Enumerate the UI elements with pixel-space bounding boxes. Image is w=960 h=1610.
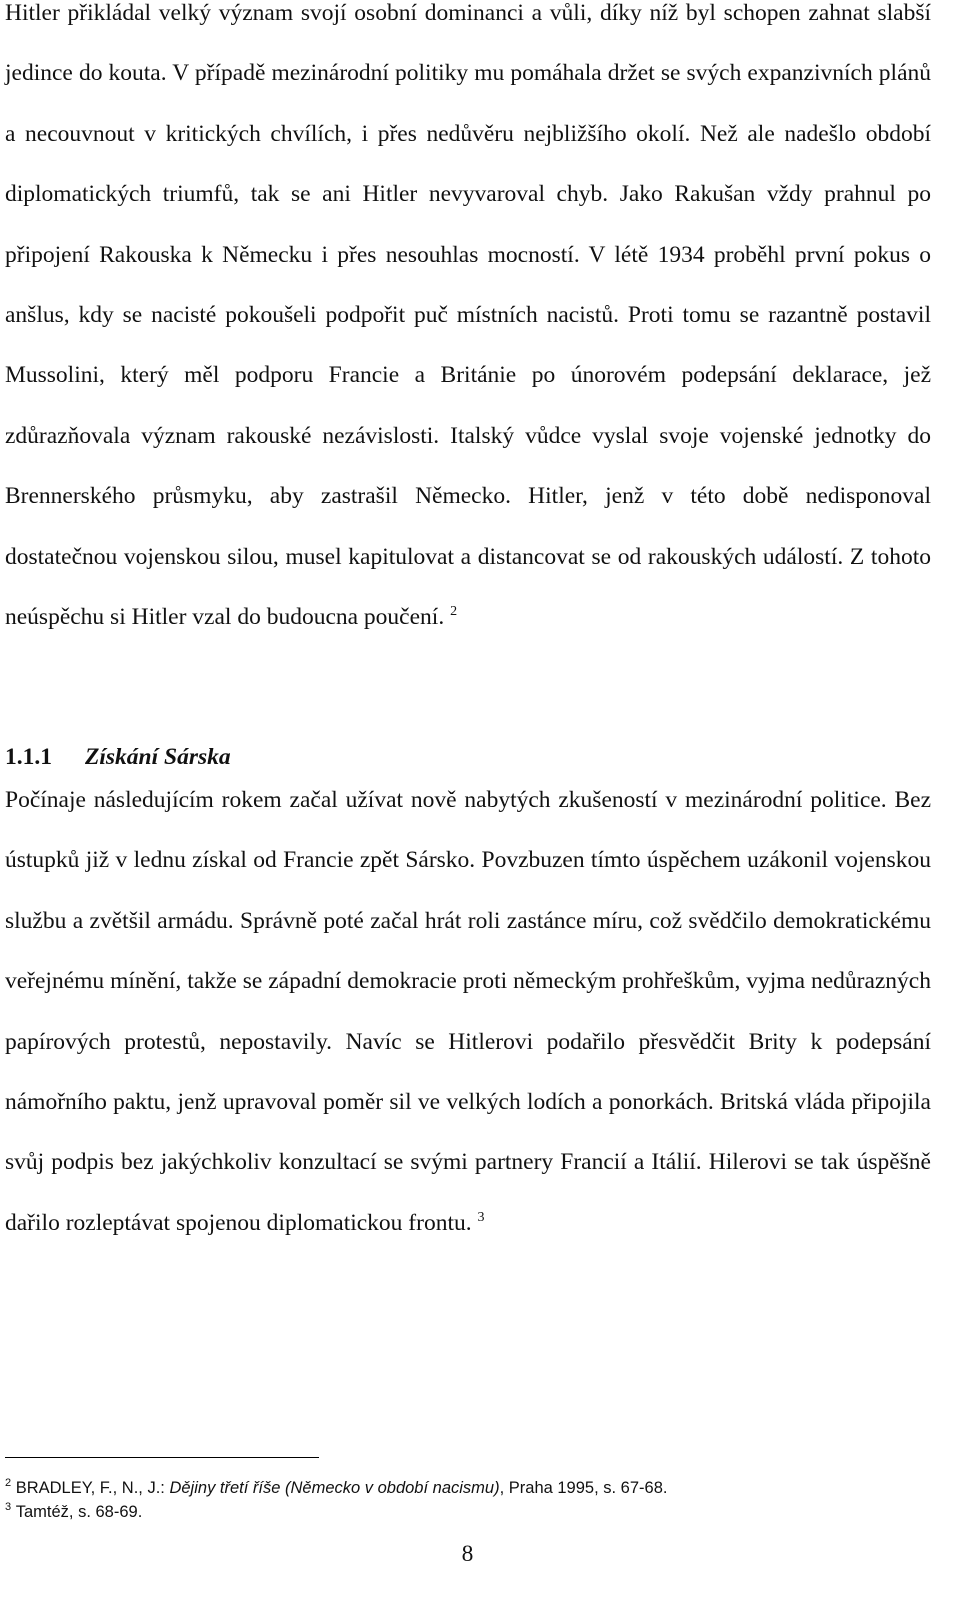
footnote-separator — [5, 1457, 319, 1458]
footnote-reference[interactable]: 3 — [477, 1209, 485, 1225]
footnote-reference[interactable]: 2 — [450, 604, 458, 620]
body-paragraph — [5, 0, 931, 647]
footnote-author: BRADLEY, F., N., J.: — [15, 1479, 170, 1497]
paragraph-text: Hitler přikládal velký význam svojí osobní dominanci a vůli, díky níž byl schopen zahnat slabší jedince do kouta. V případě mezinárodní politiky mu pomáhala držet se svých expanzivních plánů a necouvnout v kritických chvílích, i přes nedůvěru nejbližšího okolí. Než ale nadešlo období diplomatických triumfů, tak se ani Hitler nevyvaroval chyb. Jako Rakušan vždy prahnul po připojení Rakouska k Německu i přes nesouhlas mocností. V létě 1934 proběhl první pokus o anšlus, kdy se nacisté pokoušeli podpořit puč místních nacistů. Proti tomu se razantně postavil Mussolini, který měl podporu Francie a Británie po únorovém podepsání deklarace, jež zdůrazňovala význam rakouské nezávislosti. Italský vůdce vyslal svoje vojenské jednotky do Brennerského průsmyku, aby zastrašil Německo. Hitler, jenž v této době nedisponoval dostatečnou vojenskou silou, musel kapitulovat a distancovat se od rakouských událostí. Z tohoto neúspěchu si Hitler vzal do budoucna poučení. — [5, 0, 931, 631]
section-title: Získání Sárska — [85, 744, 231, 770]
footnote-number: 2 — [5, 1477, 12, 1489]
footnote — [5, 1478, 667, 1498]
footnote-text: Tamtéž, s. 68-69. — [15, 1503, 143, 1521]
section-number: 1.1.1 — [5, 744, 52, 770]
section-heading — [5, 742, 231, 772]
footnote — [5, 1502, 142, 1522]
footnote-book-title: Dějiny třetí říše (Německo v období nacismu) — [169, 1479, 500, 1497]
footnote-details: , Praha 1995, s. 67-68. — [499, 1479, 668, 1497]
body-paragraph — [5, 770, 931, 1253]
page-number: 8 — [461, 1541, 474, 1567]
paragraph-text: Počínaje následujícím rokem začal užívat nově nabytých zkušeností v mezinárodní politice. Bez ústupků již v lednu získal od Francie zpět Sársko. Povzbuzen tímto úspěchem uzákonil vojenskou službu a zvětšil armádu. Správně poté začal hrát roli zastánce míru, což svědčilo demokratickému veřejnému mínění, takže se západní demokracie proti německým prohřeškům, vyjma nedůrazných papírových protestů, nepostavily. Navíc se Hitlerovi podařilo přesvědčit Brity k podepsání námořního paktu, jenž upravoval poměr sil ve velkých lodích a ponorkách. Britská vláda připojila svůj podpis bez jakýchkoliv konzultací se svými partnery Francií a Itálií. Hilerovi se tak úspěšně dařilo rozleptávat spojenou diplomatickou frontu. — [5, 787, 931, 1236]
footnote-number: 3 — [5, 1501, 12, 1513]
